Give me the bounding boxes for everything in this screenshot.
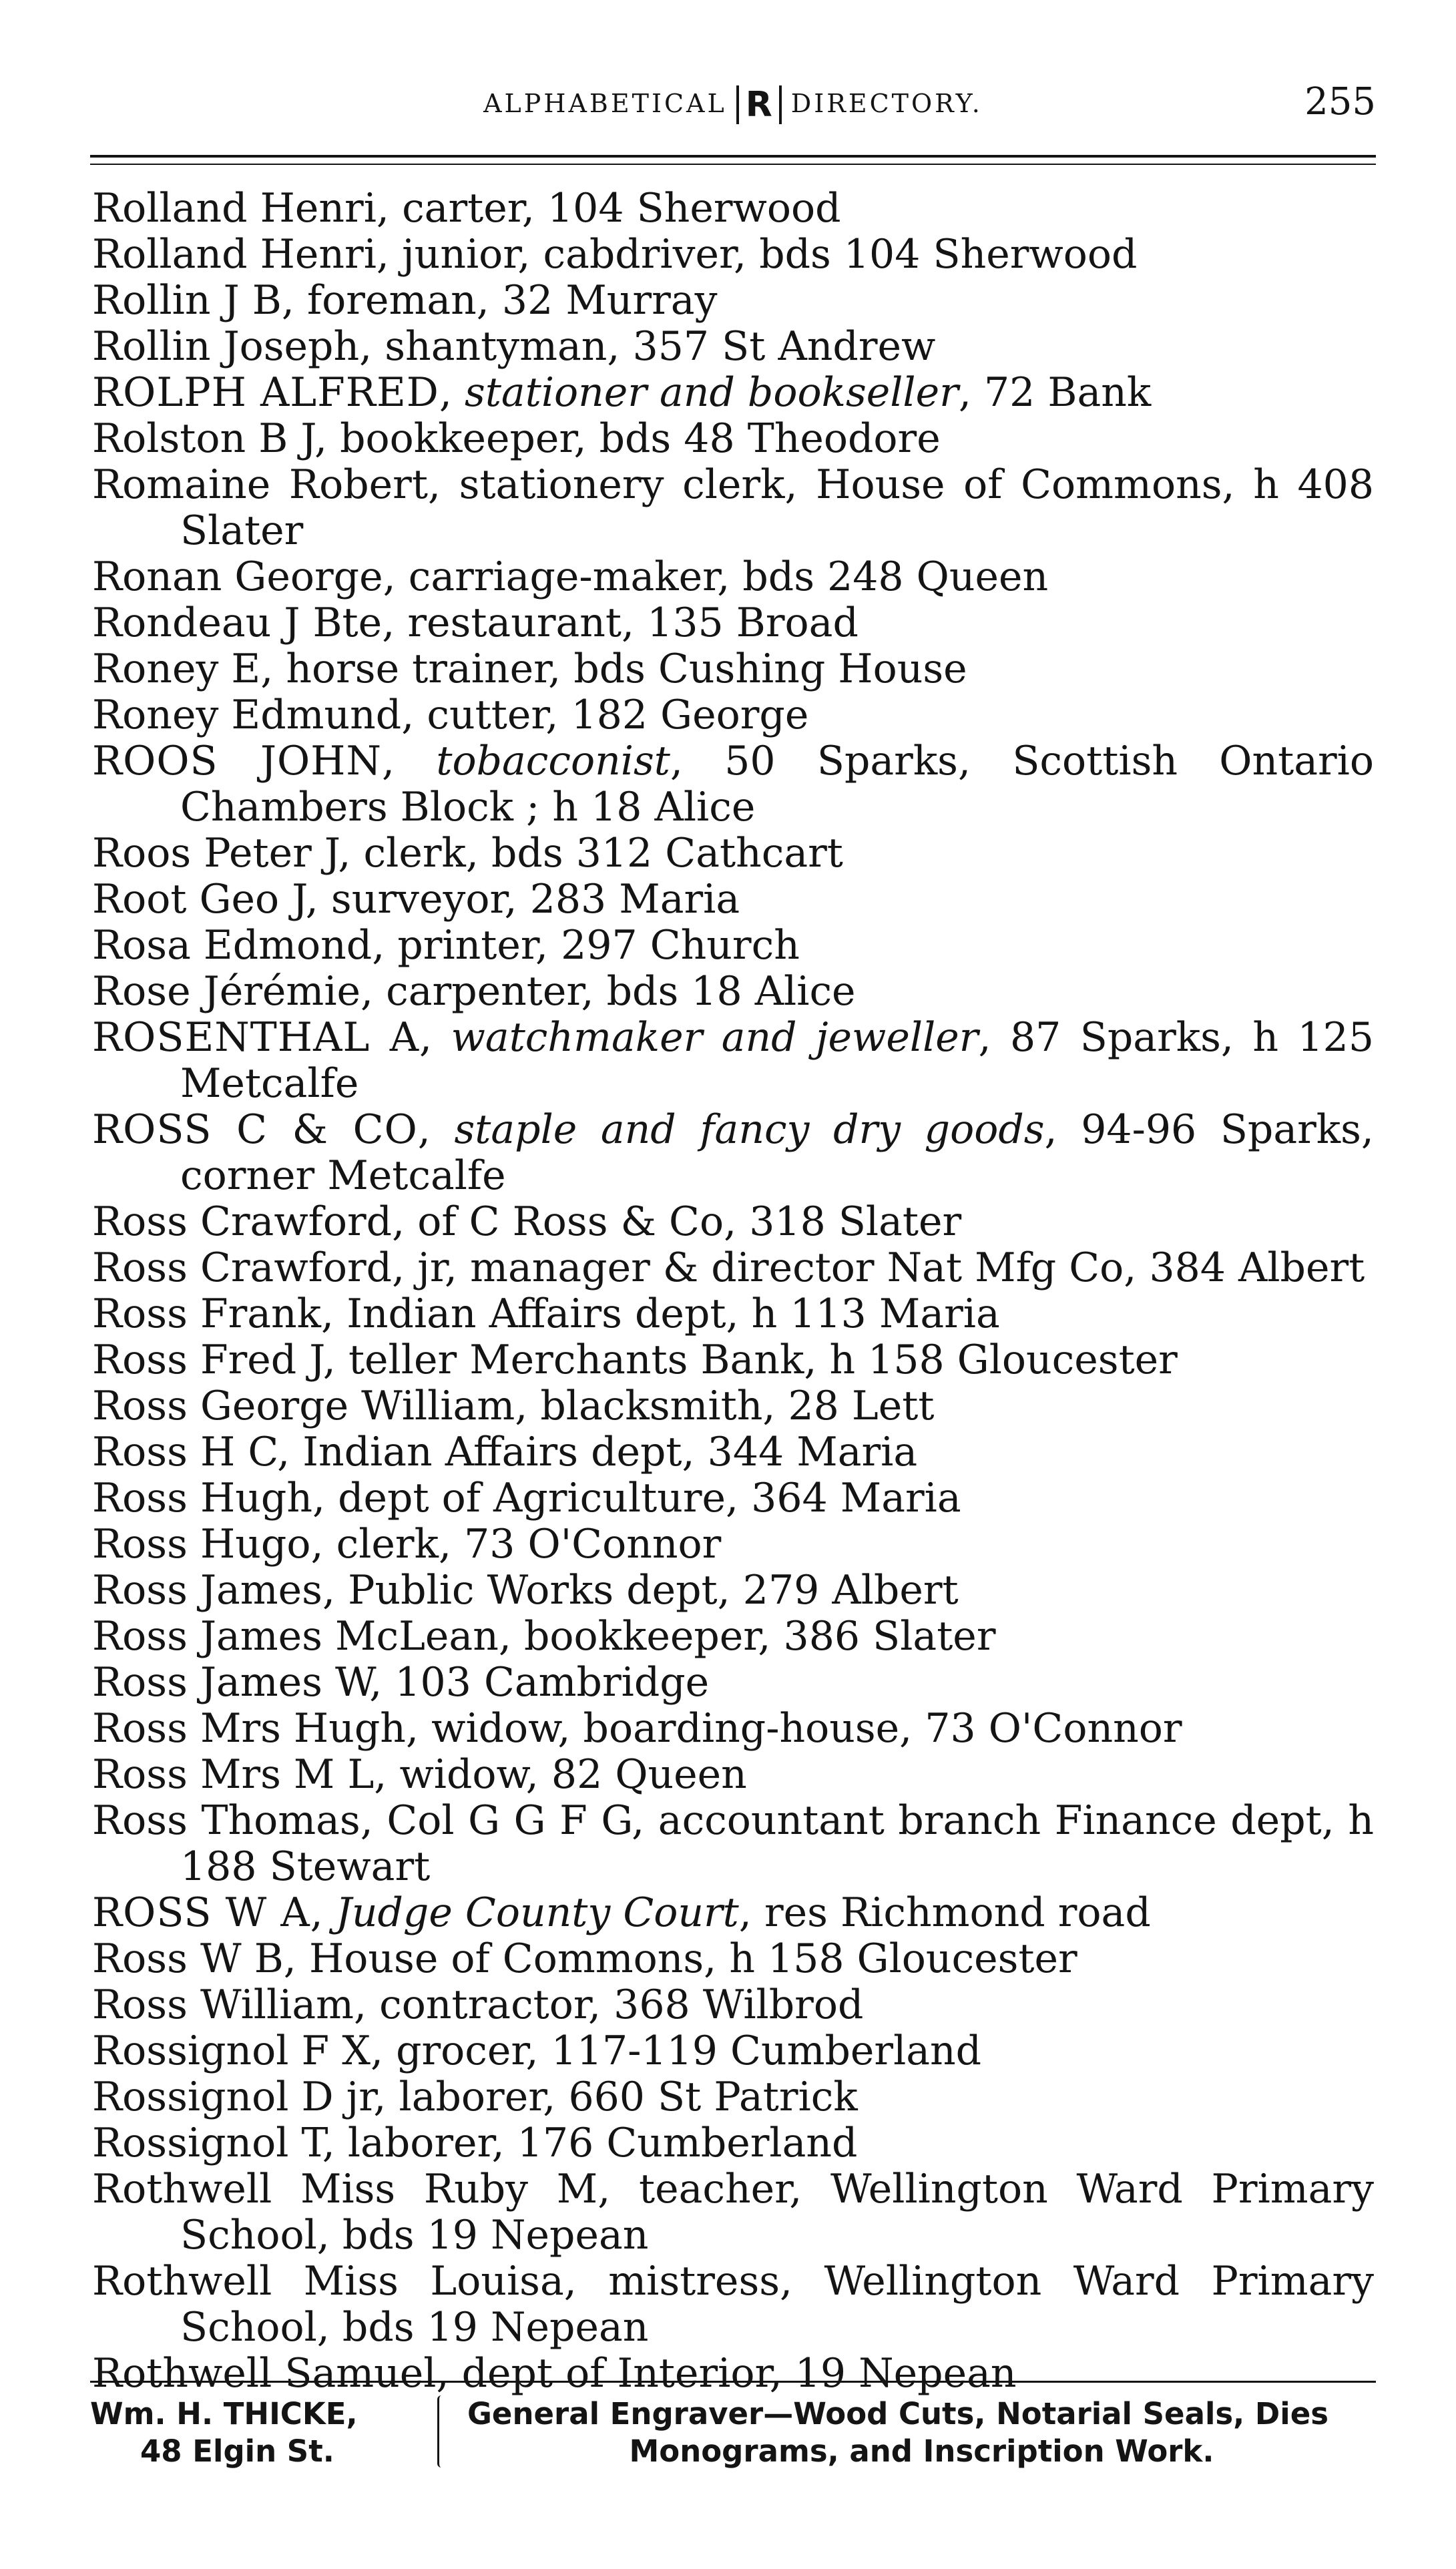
running-title [90,85,1376,124]
advertiser-block [90,2395,464,2470]
entry-name: Rollin Joseph [92,323,360,370]
entry-name: Ronan George [92,553,383,600]
entry-details: , [439,369,465,416]
entry-name: Ross Mrs M L [92,1751,375,1798]
entry-trade: staple and fancy dry goods [454,1106,1045,1153]
directory-entry [92,554,1374,600]
entry-details: , Col G G F G, accountant branch Finance dept, h 188 Stewart [180,1797,1374,1890]
entry-details: , [419,1014,451,1061]
entry-name: Rothwell Samuel [92,2350,437,2397]
directory-entry [92,2166,1374,2259]
directory-entry [92,923,1374,969]
section-letter: R [736,85,782,124]
directory-entry [92,1522,1374,1568]
entry-name: Rossignol D jr [92,2074,374,2120]
directory-entry [92,186,1374,232]
entry-name: Rolston B J [92,415,314,462]
entry-details: , widow, 82 Queen [374,1751,747,1798]
entry-details: , stationery clerk, House of Commons, h 408 Slater [180,461,1374,554]
directory-entry [92,1936,1374,1982]
directory-entry [92,1199,1374,1245]
entry-name: Ross Hugh [92,1475,312,1522]
entry-details: , bookkeeper, bds 48 Theodore [314,415,941,462]
entry-name: Rollin J B [92,277,282,324]
entry-details: , teller Merchants Bank, h 158 Gloucester [322,1337,1178,1383]
entry-name: Ross George William [92,1383,515,1429]
entry-details: , shantyman, 357 St Andrew [359,323,936,370]
entry-address: , 50 Sparks, Scottish Ontario Chambers Block ; h 18 Alice [180,738,1374,831]
advertiser-name: Wm. H. THICKE, [90,2396,358,2431]
entry-name: Ross Crawford [92,1244,393,1291]
entry-details: , horse trainer, bds Cushing House [260,646,967,692]
entry-name: Rothwell Miss Ruby M [92,2166,598,2212]
directory-entry [92,1015,1374,1107]
directory-entry [92,1568,1374,1614]
entry-name: Rose Jérémie [92,968,361,1015]
entry-name: Ross Thomas [92,1797,360,1844]
directory-entry [92,1614,1374,1660]
directory-entry [92,1982,1374,2028]
entry-details: , foreman, 32 Murray [281,277,718,324]
entry-name: Ross James [92,1567,322,1614]
entry-name: Ross William [92,1981,354,2028]
entry-name: Ross James McLean [92,1613,499,1660]
entry-details: , clerk, 73 O'Connor [310,1521,722,1568]
entry-details: , Public Works dept, 279 Albert [322,1567,959,1614]
entry-details: , blacksmith, 28 Lett [515,1383,935,1429]
entry-details: , 103 Cambridge [369,1659,710,1706]
entry-details: , printer, 297 Church [372,922,800,969]
directory-entry [92,1383,1374,1429]
directory-entry [92,232,1374,278]
entry-details: , restaurant, 135 Broad [382,600,859,646]
directory-entry [92,2351,1374,2397]
directory-entry [92,2259,1374,2351]
directory-entry [92,692,1374,738]
entry-name: Rothwell Miss Louisa [92,2258,564,2305]
entry-details: , carriage-maker, bds 248 Queen [383,553,1049,600]
directory-entry [92,1752,1374,1798]
entry-details: , carter, 104 Sherwood [376,185,841,232]
footer-rule [90,2381,1376,2383]
directory-entry [92,1890,1374,1936]
directory-entry [92,646,1374,692]
running-title-right: DIRECTORY. [790,89,983,118]
entry-details: , Indian Affairs dept, h 113 Maria [321,1291,1000,1337]
entry-name: ROSENTHAL A [92,1014,420,1061]
directory-entry [92,1798,1374,1890]
directory-entry [92,2074,1374,2120]
entry-details: , [382,738,437,784]
directory-entry [92,738,1374,831]
entry-name: ROSS W A [92,1889,310,1936]
services-line-2: Monograms, and Inscription Work. [629,2433,1214,2469]
entry-address: , 87 Sparks, h 125 Metcalfe [180,1014,1374,1107]
entry-details: , carpenter, bds 18 Alice [360,968,856,1015]
directory-entries [92,186,1374,2397]
entry-name: ROSS C & CO [92,1106,418,1153]
page-number: 255 [1304,80,1376,124]
entry-details: , mistress, Wellington Ward Primary School, bds 19 Nepean [180,2258,1374,2351]
directory-entry [92,324,1374,370]
entry-name: Ross W B [92,1935,284,1982]
directory-entry [92,2120,1374,2166]
entry-details: , widow, boarding-house, 73 O'Connor [405,1705,1182,1752]
entry-name: Rossignol T [92,2120,322,2166]
directory-entry [92,1706,1374,1752]
entry-details: , laborer, 176 Cumberland [322,2120,858,2166]
directory-entry [92,278,1374,324]
entry-details: , teacher, Wellington Ward Primary School, bds 19 Nepean [180,2166,1374,2259]
running-title-left: ALPHABETICAL [483,89,727,118]
entry-details: , junior, cabdriver, bds 104 Sherwood [376,231,1138,278]
entry-address: , 94-96 Sparks, corner Metcalfe [180,1106,1375,1199]
entry-trade: stationer and bookseller [465,369,959,416]
entry-details: , [310,1889,336,1936]
directory-entry [92,877,1374,923]
entry-details: , [417,1106,455,1153]
directory-entry [92,831,1374,877]
directory-entry [92,1337,1374,1383]
entry-name: Roos Peter J [92,830,338,877]
entry-details: , laborer, 660 St Patrick [373,2074,858,2120]
entry-name: Roney Edmund [92,692,402,738]
entry-name: Ross Crawford [92,1198,393,1245]
entry-name: ROLPH ALFRED [92,369,439,416]
directory-entry [92,416,1374,462]
entry-trade: Judge County Court [335,1889,739,1936]
entry-name: Rolland Henri [92,231,377,278]
services-line-1: General Engraver—Wood Cuts, Notarial Seals, Dies [467,2396,1328,2431]
entry-details: , bookkeeper, 386 Slater [498,1613,996,1660]
directory-entry [92,1660,1374,1706]
entry-name: Rosa Edmond [92,922,373,969]
entry-details: , grocer, 117-119 Cumberland [370,2028,982,2074]
entry-address: , 72 Bank [958,369,1152,416]
entry-details: , dept of Interior, 19 Nepean [436,2350,1017,2397]
directory-entry [92,600,1374,646]
entry-details: , dept of Agriculture, 364 Maria [312,1475,961,1522]
page-header [90,80,1376,134]
advertised-services [467,2395,1376,2470]
entry-name: Roney E [92,646,261,692]
entry-name: Ross Fred J [92,1337,323,1383]
entry-details: , surveyor, 283 Maria [305,876,740,923]
directory-entry [92,1475,1374,1522]
entry-name: Rondeau J Bte [92,600,383,646]
entry-name: Ross Frank [92,1291,322,1337]
directory-entry [92,1245,1374,1291]
entry-details: , contractor, 368 Wilbrod [354,1981,864,2028]
header-rule [90,155,1376,165]
entry-details: , jr, manager & director Nat Mfg Co, 384 Albert [392,1244,1365,1291]
entry-name: Rolland Henri [92,185,377,232]
directory-entry [92,462,1374,554]
entry-name: Ross Mrs Hugh [92,1705,406,1752]
entry-details: , clerk, bds 312 Cathcart [338,830,843,877]
directory-entry [92,2028,1374,2074]
directory-entry [92,969,1374,1015]
directory-entry [92,1429,1374,1475]
entry-details: , Indian Affairs dept, 344 Maria [277,1429,918,1475]
entry-name: Ross Hugo [92,1521,311,1568]
advertiser-address: 48 Elgin St. [140,2433,334,2469]
entry-name: Ross James W [92,1659,370,1706]
entry-address: , res Richmond road [738,1889,1151,1936]
entry-name: ROOS JOHN [92,738,383,784]
directory-entry [92,1107,1374,1199]
directory-entry [92,1291,1374,1337]
entry-details: , of C Ross & Co, 318 Slater [392,1198,962,1245]
entry-details: , cutter, 182 George [401,692,809,738]
entry-name: Romaine Robert [92,461,428,508]
entry-details: , House of Commons, h 158 Gloucester [283,1935,1077,1982]
entry-trade: tobacconist [436,738,670,784]
entry-name: Root Geo J [92,876,306,923]
entry-name: Rossignol F X [92,2028,371,2074]
entry-name: Ross H C [92,1429,278,1475]
brace-divider [437,2395,451,2468]
directory-entry [92,370,1374,416]
entry-trade: watchmaker and jeweller [451,1014,979,1061]
